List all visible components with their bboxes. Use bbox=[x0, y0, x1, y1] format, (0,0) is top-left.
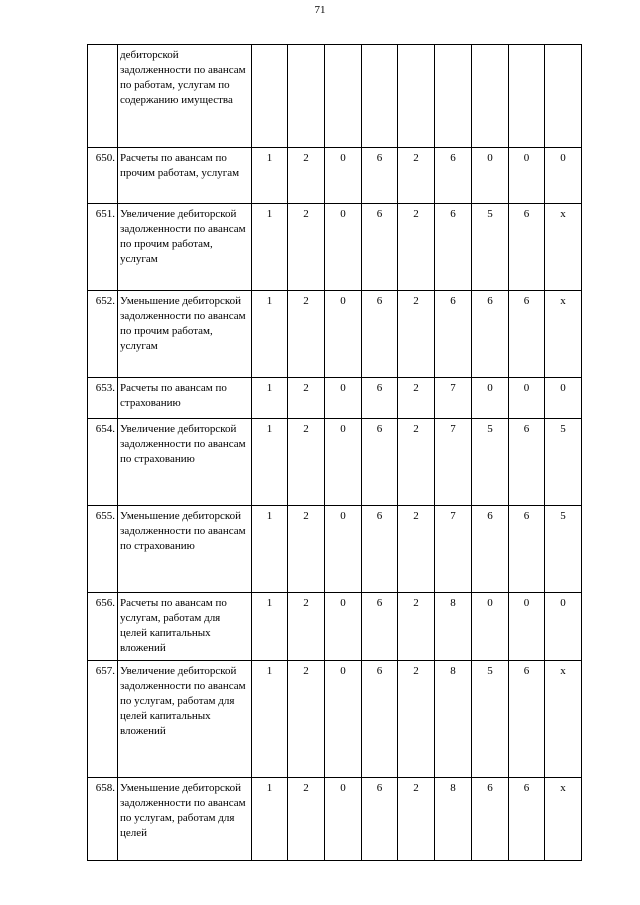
code-digit-4: 6 bbox=[362, 506, 398, 593]
code-digit-1: 1 bbox=[252, 506, 288, 593]
row-number: 651. bbox=[88, 204, 118, 291]
account-name: Расчеты по авансам по прочим работам, услугам bbox=[118, 148, 252, 204]
code-digit-6: 7 bbox=[435, 506, 472, 593]
code-digit-4: 6 bbox=[362, 593, 398, 661]
code-digit-4 bbox=[362, 45, 398, 148]
code-digit-4: 6 bbox=[362, 778, 398, 861]
code-digit-3: 0 bbox=[325, 593, 362, 661]
code-digit-3: 0 bbox=[325, 204, 362, 291]
row-number: 655. bbox=[88, 506, 118, 593]
code-digit-7: 6 bbox=[472, 506, 509, 593]
code-digit-7: 5 bbox=[472, 661, 509, 778]
code-digit-7: 0 bbox=[472, 148, 509, 204]
table-row bbox=[88, 593, 582, 661]
table-row bbox=[88, 148, 582, 204]
code-digit-9: 5 bbox=[545, 419, 582, 506]
code-digit-6: 6 bbox=[435, 148, 472, 204]
account-name: Уменьшение дебиторской задолженности по авансам по услугам, работам для целей bbox=[118, 778, 252, 861]
code-digit-5: 2 bbox=[398, 378, 435, 419]
code-digit-9: x bbox=[545, 778, 582, 861]
row-number: 650. bbox=[88, 148, 118, 204]
code-digit-3: 0 bbox=[325, 506, 362, 593]
code-digit-5: 2 bbox=[398, 778, 435, 861]
code-digit-1: 1 bbox=[252, 419, 288, 506]
row-number: 654. bbox=[88, 419, 118, 506]
table-row bbox=[88, 506, 582, 593]
code-digit-5: 2 bbox=[398, 593, 435, 661]
code-digit-8: 6 bbox=[509, 204, 545, 291]
account-name: Уменьшение дебиторской задолженности по авансам по страхованию bbox=[118, 506, 252, 593]
code-digit-1: 1 bbox=[252, 204, 288, 291]
code-digit-6: 7 bbox=[435, 419, 472, 506]
code-digit-9: x bbox=[545, 291, 582, 378]
code-digit-6: 7 bbox=[435, 378, 472, 419]
table-row bbox=[88, 291, 582, 378]
code-digit-7: 0 bbox=[472, 593, 509, 661]
code-digit-2: 2 bbox=[288, 593, 325, 661]
code-digit-7: 6 bbox=[472, 291, 509, 378]
code-digit-7: 0 bbox=[472, 378, 509, 419]
code-digit-2 bbox=[288, 45, 325, 148]
code-digit-6: 6 bbox=[435, 204, 472, 291]
code-digit-4: 6 bbox=[362, 148, 398, 204]
code-digit-2: 2 bbox=[288, 204, 325, 291]
code-digit-6: 8 bbox=[435, 778, 472, 861]
account-name: Расчеты по авансам по услугам, работам для целей капитальных вложений bbox=[118, 593, 252, 661]
table-row bbox=[88, 378, 582, 419]
code-digit-2: 2 bbox=[288, 506, 325, 593]
code-digit-5: 2 bbox=[398, 419, 435, 506]
code-digit-9: 0 bbox=[545, 378, 582, 419]
code-digit-8: 0 bbox=[509, 593, 545, 661]
code-digit-3 bbox=[325, 45, 362, 148]
code-digit-5: 2 bbox=[398, 506, 435, 593]
code-digit-7: 5 bbox=[472, 419, 509, 506]
code-digit-9: 5 bbox=[545, 506, 582, 593]
code-digit-3: 0 bbox=[325, 661, 362, 778]
row-number: 657. bbox=[88, 661, 118, 778]
code-digit-6 bbox=[435, 45, 472, 148]
code-digit-2: 2 bbox=[288, 419, 325, 506]
code-digit-1: 1 bbox=[252, 661, 288, 778]
code-digit-1: 1 bbox=[252, 778, 288, 861]
account-name: дебиторской задолженности по авансам по работам, услугам по содержанию имущества bbox=[118, 45, 252, 148]
row-number: 656. bbox=[88, 593, 118, 661]
code-digit-4: 6 bbox=[362, 378, 398, 419]
code-digit-2: 2 bbox=[288, 661, 325, 778]
code-digit-7: 6 bbox=[472, 778, 509, 861]
code-digit-3: 0 bbox=[325, 419, 362, 506]
code-digit-7 bbox=[472, 45, 509, 148]
code-digit-3: 0 bbox=[325, 378, 362, 419]
code-digit-9: 0 bbox=[545, 148, 582, 204]
account-name: Уменьшение дебиторской задолженности по авансам по прочим работам, услугам bbox=[118, 291, 252, 378]
code-digit-8: 6 bbox=[509, 778, 545, 861]
page-number: 71 bbox=[314, 4, 326, 16]
code-digit-9: x bbox=[545, 661, 582, 778]
code-digit-7: 5 bbox=[472, 204, 509, 291]
table-row bbox=[88, 419, 582, 506]
code-digit-8: 6 bbox=[509, 661, 545, 778]
code-digit-4: 6 bbox=[362, 419, 398, 506]
account-name: Увеличение дебиторской задолженности по авансам по страхованию bbox=[118, 419, 252, 506]
code-digit-8: 0 bbox=[509, 148, 545, 204]
code-digit-2: 2 bbox=[288, 291, 325, 378]
accounts-table bbox=[87, 44, 582, 861]
code-digit-6: 6 bbox=[435, 291, 472, 378]
code-digit-1: 1 bbox=[252, 593, 288, 661]
code-digit-8 bbox=[509, 45, 545, 148]
code-digit-2: 2 bbox=[288, 778, 325, 861]
code-digit-8: 6 bbox=[509, 291, 545, 378]
code-digit-4: 6 bbox=[362, 291, 398, 378]
code-digit-5: 2 bbox=[398, 291, 435, 378]
code-digit-1: 1 bbox=[252, 291, 288, 378]
code-digit-6: 8 bbox=[435, 661, 472, 778]
code-digit-3: 0 bbox=[325, 148, 362, 204]
account-name: Увеличение дебиторской задолженности по авансам по услугам, работам для целей капитальных вложений bbox=[118, 661, 252, 778]
code-digit-5: 2 bbox=[398, 661, 435, 778]
code-digit-1: 1 bbox=[252, 378, 288, 419]
row-number: 653. bbox=[88, 378, 118, 419]
code-digit-8: 6 bbox=[509, 419, 545, 506]
code-digit-5: 2 bbox=[398, 204, 435, 291]
code-digit-9: 0 bbox=[545, 593, 582, 661]
account-name: Увеличение дебиторской задолженности по авансам по прочим работам, услугам bbox=[118, 204, 252, 291]
code-digit-4: 6 bbox=[362, 204, 398, 291]
code-digit-2: 2 bbox=[288, 378, 325, 419]
code-digit-2: 2 bbox=[288, 148, 325, 204]
code-digit-4: 6 bbox=[362, 661, 398, 778]
code-digit-3: 0 bbox=[325, 778, 362, 861]
code-digit-6: 8 bbox=[435, 593, 472, 661]
row-number bbox=[88, 45, 118, 148]
table-row bbox=[88, 661, 582, 778]
account-name: Расчеты по авансам по страхованию bbox=[118, 378, 252, 419]
code-digit-9 bbox=[545, 45, 582, 148]
code-digit-3: 0 bbox=[325, 291, 362, 378]
code-digit-8: 0 bbox=[509, 378, 545, 419]
row-number: 652. bbox=[88, 291, 118, 378]
row-number: 658. bbox=[88, 778, 118, 861]
code-digit-5 bbox=[398, 45, 435, 148]
table-row bbox=[88, 204, 582, 291]
code-digit-1: 1 bbox=[252, 148, 288, 204]
code-digit-9: x bbox=[545, 204, 582, 291]
code-digit-5: 2 bbox=[398, 148, 435, 204]
code-digit-8: 6 bbox=[509, 506, 545, 593]
table-row bbox=[88, 778, 582, 861]
code-digit-1 bbox=[252, 45, 288, 148]
table-row bbox=[88, 45, 582, 148]
